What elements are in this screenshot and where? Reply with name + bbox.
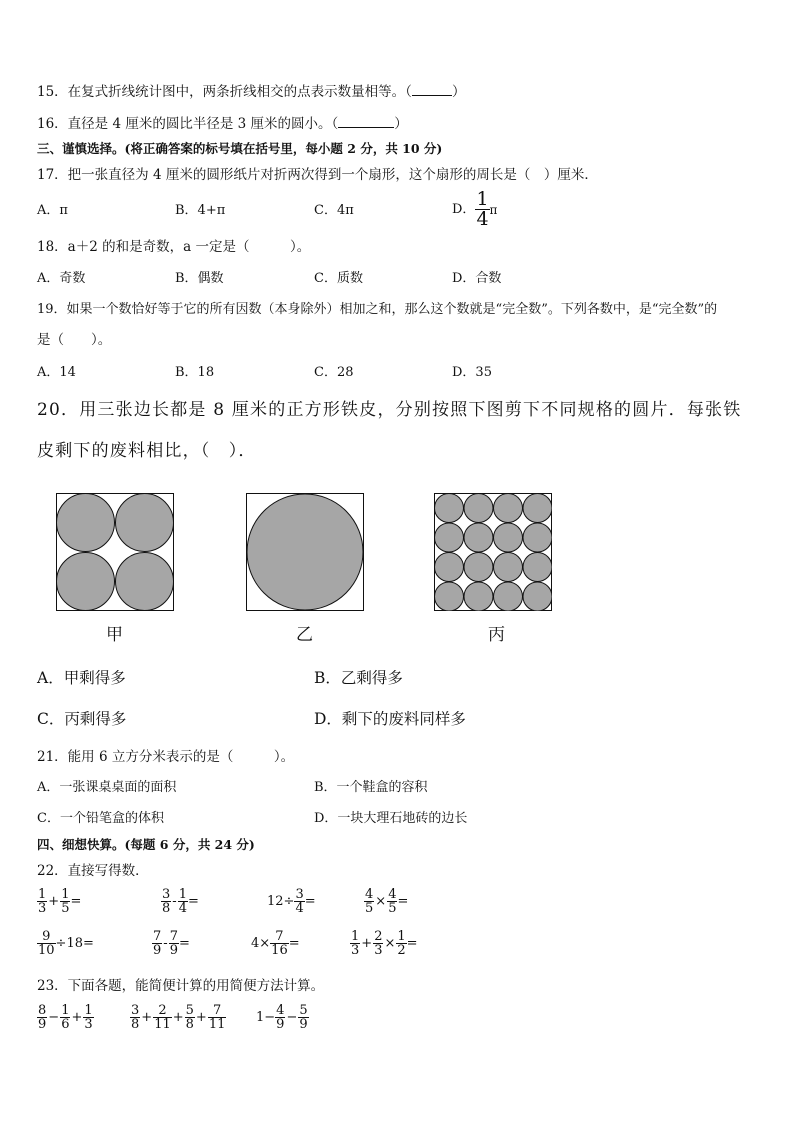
numerator: 7	[153, 929, 162, 944]
denominator: 10	[38, 943, 55, 958]
q18-option-d[interactable]: D．合数	[452, 271, 502, 286]
numerator: 2	[374, 929, 383, 944]
fraction	[37, 1004, 47, 1031]
fraction	[275, 1004, 285, 1031]
fraction	[373, 930, 383, 957]
denominator: 4	[295, 901, 304, 916]
math-operator: ×	[375, 894, 387, 909]
numerator: 1	[178, 887, 187, 902]
numerator: 9	[42, 929, 51, 944]
q22-expression-6	[152, 930, 190, 957]
fraction	[37, 930, 56, 957]
numerator: 1	[351, 929, 360, 944]
numerator: 1	[61, 887, 70, 902]
question-23: 23．下面各题，能简便计算的用简便方法计算。	[37, 978, 325, 994]
numerator: 1	[476, 188, 489, 210]
numerator: 7	[275, 929, 284, 944]
fraction	[161, 888, 171, 915]
fraction	[298, 1004, 308, 1031]
math-operator: +	[141, 1010, 153, 1025]
denominator: 8	[131, 1017, 140, 1032]
question-21: 21．能用 6 立方分米表示的是（ ）。	[37, 749, 295, 765]
math-operator: +	[172, 1010, 184, 1025]
answer-blank[interactable]	[412, 82, 452, 96]
denominator: 11	[208, 1017, 226, 1032]
numerator: 4	[388, 887, 397, 902]
numerator: 4	[365, 887, 374, 902]
q17-option-a[interactable]: A．π	[37, 203, 68, 218]
section-heading-4: 四、细想快算。(每题 6 分，共 24 分)	[37, 837, 255, 852]
q18-option-b[interactable]: B．偶数	[175, 271, 224, 286]
fraction	[169, 930, 179, 957]
figure-yi-square-1-circle	[246, 493, 364, 611]
math-operator: ×	[384, 936, 396, 951]
numerator: 7	[169, 929, 178, 944]
question-22: 22．直接写得数．	[37, 863, 149, 879]
denominator: 5	[388, 901, 397, 916]
numerator: 5	[299, 1003, 308, 1018]
math-operator: -	[172, 894, 177, 909]
q17-option-c[interactable]: C．4π	[314, 203, 354, 218]
denominator: 9	[299, 1017, 308, 1032]
q22-expression-4	[364, 888, 408, 915]
fraction	[37, 888, 47, 915]
fraction	[364, 888, 374, 915]
denominator: 3	[84, 1017, 93, 1032]
fraction	[152, 930, 162, 957]
math-operator: 12÷	[267, 894, 295, 909]
fraction	[396, 930, 406, 957]
q18-option-a[interactable]: A．奇数	[37, 271, 86, 286]
q17-option-d[interactable]	[452, 190, 497, 229]
q19-option-a[interactable]: A．14	[37, 365, 76, 380]
fraction	[153, 1004, 172, 1031]
q22-expression-7	[251, 930, 300, 957]
denominator: 9	[276, 1017, 285, 1032]
q19-option-b[interactable]: B．18	[175, 365, 215, 380]
q19-option-c[interactable]: C．28	[314, 365, 354, 380]
math-operator: +	[71, 1010, 83, 1025]
q22-expression-1	[37, 888, 81, 915]
figure-label-bing: 丙	[488, 625, 505, 645]
math-operator: +	[48, 894, 60, 909]
fraction	[60, 888, 70, 915]
denominator: 5	[365, 901, 374, 916]
denominator: 5	[61, 901, 70, 916]
option-letter: D．	[452, 201, 476, 217]
q20-option-a[interactable]: A．甲剩得多	[37, 669, 126, 687]
q22-expression-3	[267, 888, 316, 915]
fraction	[350, 930, 360, 957]
denominator: 4	[178, 901, 187, 916]
numerator: 1	[61, 1003, 70, 1018]
q20-option-c[interactable]: C．丙剩得多	[37, 710, 127, 728]
denominator: 3	[351, 943, 360, 958]
numerator: 8	[38, 1003, 47, 1018]
math-operator: −	[48, 1010, 60, 1025]
math-operator: ÷18=	[55, 936, 94, 951]
denominator: 3	[38, 901, 47, 916]
q17-option-b[interactable]: B．4+π	[175, 203, 226, 218]
math-operator: =	[178, 936, 190, 951]
figure-jia-square-4-circles	[56, 493, 174, 611]
question-19-line-1: 19．如果一个数恰好等于它的所有因数（本身除外）相加之和，那么这个数就是“完全数”。下列各数中，是“完全数”的	[37, 302, 718, 317]
question-15-text: 15．在复式折线统计图中，两条折线相交的点表示数量相等。（	[37, 84, 412, 100]
math-operator: 4×	[251, 936, 271, 951]
numerator: 1	[38, 887, 47, 902]
q23-expression-1	[37, 1004, 94, 1031]
fraction	[130, 1004, 140, 1031]
numerator: 4	[276, 1003, 285, 1018]
fraction	[270, 930, 289, 957]
q21-option-d[interactable]: D．一块大理石地砖的边长	[314, 811, 468, 826]
fraction	[178, 888, 188, 915]
denominator: 2	[397, 943, 406, 958]
math-operator: =	[406, 936, 418, 951]
math-operator: +	[195, 1010, 207, 1025]
question-18: 18．a＋2 的和是奇数，a 一定是（ ）。	[37, 239, 311, 255]
denominator: 4	[476, 208, 489, 230]
numerator: 3	[131, 1003, 140, 1018]
numerator: 3	[162, 887, 171, 902]
question-20-line-1: 20．用三张边长都是 8 厘米的正方形铁皮，分别按照下图剪下不同规格的圆片．每张铁	[37, 400, 742, 420]
question-16	[37, 114, 408, 133]
figure-bing-square-16-circles	[434, 493, 552, 611]
question-17: 17．把一张直径为 4 厘米的圆形纸片对折两次得到一个扇形，这个扇形的周长是（ ）厘米．	[37, 167, 598, 183]
numerator: 1	[84, 1003, 93, 1018]
figure-label-yi: 乙	[296, 625, 313, 645]
q21-option-c[interactable]: C．一个铅笔盒的体积	[37, 811, 164, 826]
numerator: 2	[158, 1003, 167, 1018]
q22-expression-5	[37, 930, 94, 957]
fraction	[83, 1004, 93, 1031]
q20-option-d[interactable]: D．剩下的废料同样多	[314, 710, 466, 728]
math-operator: =	[70, 894, 82, 909]
numerator: 5	[185, 1003, 194, 1018]
q19-option-d[interactable]: D．35	[452, 365, 492, 380]
question-15	[37, 82, 465, 101]
question-20-line-2: 皮剩下的废料相比，（ ）．	[37, 441, 257, 461]
denominator: 8	[185, 1017, 194, 1032]
math-operator: =	[288, 936, 300, 951]
denominator: 16	[271, 943, 288, 958]
fraction	[475, 190, 489, 229]
q20-option-b[interactable]: B．乙剩得多	[314, 669, 403, 687]
fraction	[294, 888, 304, 915]
denominator: 9	[153, 943, 162, 958]
q22-expression-8	[350, 930, 418, 957]
math-operator: 1−	[256, 1010, 276, 1025]
math-operator: +	[361, 936, 373, 951]
math-operator: =	[304, 894, 316, 909]
q21-option-a[interactable]: A．一张课桌桌面的面积	[37, 780, 177, 795]
q23-expression-3	[256, 1004, 309, 1031]
question-19-line-2: 是（ ）。	[37, 332, 112, 348]
math-operator: =	[187, 894, 199, 909]
math-operator: −	[286, 1010, 298, 1025]
numerator: 3	[295, 887, 304, 902]
numerator: 7	[212, 1003, 222, 1018]
paren-close: ）	[394, 116, 408, 132]
paren-close: ）	[451, 84, 466, 100]
q18-option-c[interactable]: C．质数	[314, 271, 363, 286]
q23-expression-2	[130, 1004, 226, 1031]
fraction	[387, 888, 397, 915]
denominator: 9	[38, 1017, 47, 1032]
denominator: 9	[169, 943, 178, 958]
section-heading-3: 三、谨慎选择。(将正确答案的标号填在括号里，每小题 2 分，共 10 分)	[37, 141, 443, 156]
answer-blank[interactable]	[338, 114, 394, 128]
math-operator: -	[163, 936, 168, 951]
numerator: 1	[397, 929, 406, 944]
question-16-text: 16．直径是 4 厘米的圆比半径是 3 厘米的圆小。（	[37, 116, 339, 132]
q21-option-b[interactable]: B．一个鞋盒的容积	[314, 780, 428, 795]
fraction	[208, 1004, 227, 1031]
q22-expression-2	[161, 888, 199, 915]
figure-label-jia: 甲	[106, 625, 123, 645]
fraction	[60, 1004, 70, 1031]
denominator: 11	[154, 1017, 171, 1032]
denominator: 6	[61, 1017, 70, 1032]
math-operator: =	[397, 894, 409, 909]
fraction	[185, 1004, 195, 1031]
pi-symbol: π	[489, 202, 498, 217]
denominator: 3	[374, 943, 383, 958]
denominator: 8	[162, 901, 171, 916]
